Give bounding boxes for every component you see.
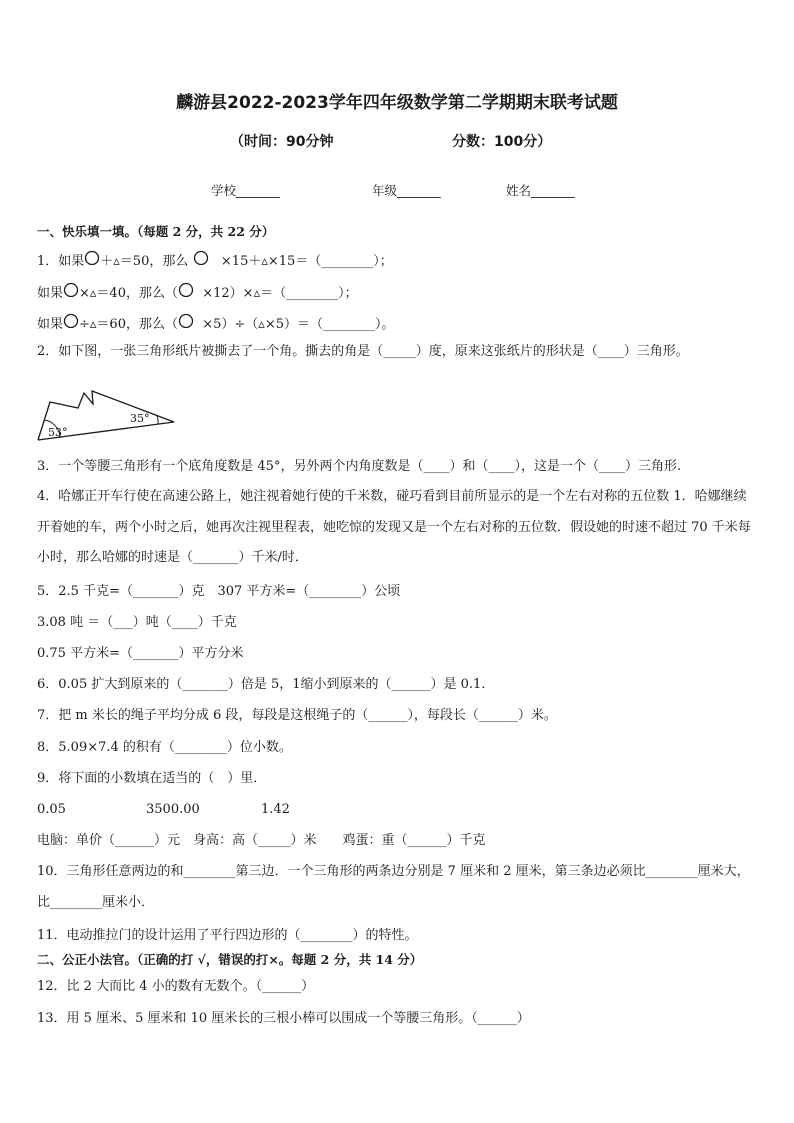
- q1a-part1: 1．如果: [37, 254, 85, 269]
- question-2: 2．如下图，一张三角形纸片被撕去了一个角。撕去的角是（_____）度，原来这张纸片的形状是（____）三角形。: [37, 344, 689, 359]
- page-title: 麟游县2022-2023学年四年级数学第二学期期末联考试题: [176, 93, 618, 113]
- question-1a: [37, 250, 393, 270]
- q1b-part3: ×12）×▵＝（________）；: [202, 286, 358, 301]
- question-9-blanks: 电脑：单价（______）元 身高：高（_____）米 鸡蛋：重（______）千克: [37, 833, 486, 848]
- angle-label-left: 53°: [48, 426, 68, 439]
- question-13: 13．用 5 厘米、5 厘米和 10 厘米长的三根小棒可以围成一个等腰三角形。（______）: [37, 1011, 530, 1026]
- question-5a: 5．2.5 千克=（_______）克 307 平方米=（________）公顷: [37, 584, 401, 599]
- circle-icon: [193, 250, 209, 265]
- question-1b: [37, 282, 358, 302]
- question-6: 6．0.05 扩大到原来的（_______）倍是 5，1缩小到原来的（______）是 0.1．: [37, 677, 495, 692]
- circle-icon: [63, 282, 79, 297]
- question-10: 10．三角形任意两边的和________第三边．一个三角形的两条边分别是 7 厘米和 2 厘米，第三条边必须比________厘米大，比________厘米小．: [37, 864, 750, 910]
- q1b-part2: ×▵＝40，那么（: [79, 286, 178, 301]
- section-two-heading: 二、公正小法官。（正确的打 √，错误的打×。每题 2 分，共 14 分）: [37, 952, 423, 967]
- right-angle-arc: [157, 416, 158, 424]
- question-8: 8．5.09×7.4 的积有（________）位小数。: [37, 740, 292, 755]
- decimal-option-3: 1.42: [261, 802, 290, 817]
- question-9: 9．将下面的小数填在适当的（ ）里．: [37, 771, 267, 786]
- grade-field[interactable]: 年级_______: [372, 183, 441, 198]
- q1a-part3: ×15＋▵×15＝（________）；: [220, 254, 393, 269]
- decimal-option-1: 0.05: [37, 802, 66, 817]
- circle-icon: [84, 250, 100, 265]
- q1c-part1: 如果: [37, 317, 64, 332]
- question-7: 7．把 m 米长的绳子平均分成 6 段，每段是这根绳子的（______），每段长（______）米。: [37, 708, 557, 723]
- question-11: 11．电动推拉门的设计运用了平行四边形的（________）的特性。: [37, 928, 418, 943]
- question-5b: 3.08 吨 ＝（___）吨（____）千克: [37, 615, 237, 630]
- q1c-part3: ×5）÷（▵×5）＝（________）。: [202, 317, 395, 332]
- q1c-part2: ÷▵＝60，那么（: [79, 317, 178, 332]
- angle-label-right: 35°: [130, 412, 150, 425]
- exam-time: （时间：90分钟: [230, 134, 334, 150]
- q1a-part2: ＋▵＝50，那么: [100, 254, 189, 269]
- question-1c: [37, 313, 395, 333]
- question-4: 4．哈娜正开车行使在高速公路上，她注视着她行使的千米数，碰巧看到目前所显示的是一个左右对称的五位数 1．哈娜继续开着她的车，两个小时之后，她再次注视里程表，她吃惊的发现又是一个左右对称的五位数．假设她的时速不超过 70 千米每小时，那么哈娜的时速是（_______）千米/时．: [37, 489, 751, 565]
- torn-triangle-figure: [36, 384, 178, 442]
- circle-icon: [63, 313, 79, 328]
- exam-score: 分数：100分）: [452, 134, 552, 150]
- decimal-option-2: 3500.00: [146, 802, 200, 817]
- q1b-part1: 如果: [37, 286, 64, 301]
- question-5c: 0.75 平方米=（_______）平方分米: [37, 646, 244, 661]
- school-field[interactable]: 学校_______: [211, 183, 280, 198]
- circle-icon: [178, 313, 194, 328]
- section-one-heading: 一、快乐填一填。（每题 2 分，共 22 分）: [37, 224, 275, 239]
- question-3: 3．一个等腰三角形有一个底角度数是 45°，另外两个内角度数是（____）和（____），这是一个（____）三角形.: [37, 459, 682, 474]
- question-12: 12．比 2 大而比 4 小的数有无数个。（______）: [37, 979, 315, 994]
- circle-icon: [178, 282, 194, 297]
- name-field[interactable]: 姓名_______: [506, 183, 575, 198]
